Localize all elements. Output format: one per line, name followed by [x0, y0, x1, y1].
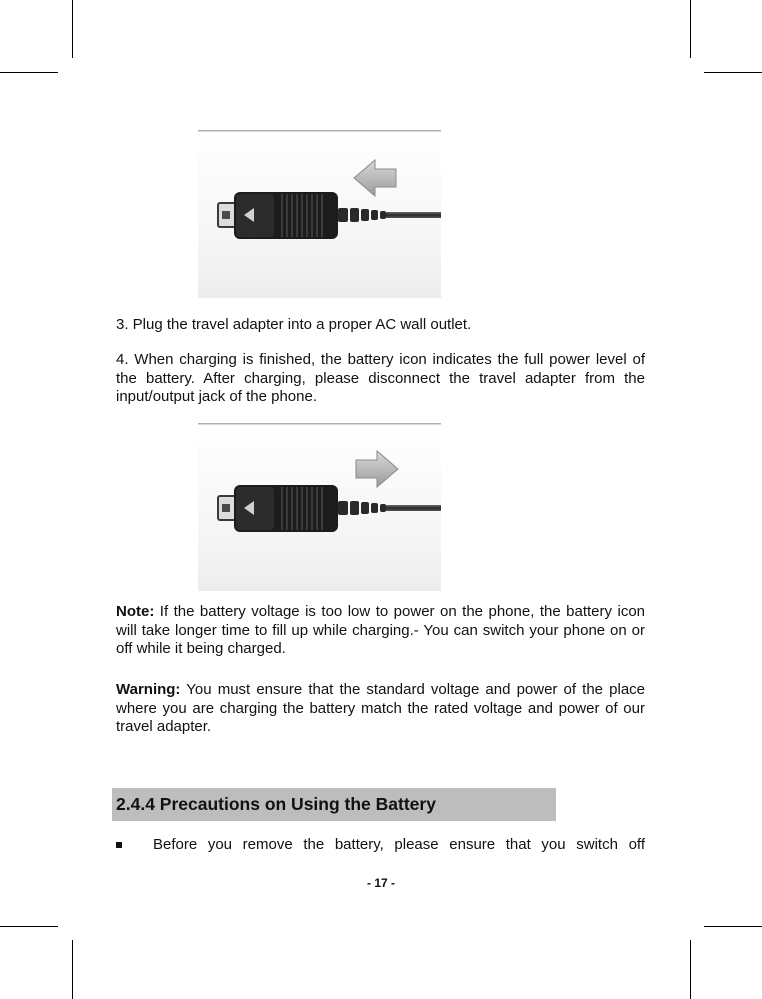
note-text: If the battery voltage is too low to power on the phone, the battery icon will take longer time to fill up while charging.- You can switch your phone on or off while it being charged. — [116, 603, 645, 657]
crop-mark-bottom-left-horizontal — [0, 926, 58, 927]
crop-mark-top-left-vertical — [72, 0, 73, 58]
section-heading: 2.4.4 Precautions on Using the Battery — [112, 788, 556, 821]
warning-label: Warning: — [116, 681, 181, 698]
bullet-text: Before you remove the battery, please ensure that you switch off — [153, 836, 645, 853]
crop-mark-top-left-horizontal — [0, 72, 58, 73]
warning-text: You must ensure that the standard voltage and power of the place where you are charging the battery match the rated voltage and power of our travel adapter. — [116, 681, 645, 735]
crop-mark-bottom-right-horizontal — [704, 926, 762, 927]
warning-paragraph — [116, 681, 645, 737]
plug-remove-image — [198, 423, 441, 591]
step-3-text: 3. Plug the travel adapter into a proper AC wall outlet. — [116, 316, 472, 333]
crop-mark-top-right-horizontal — [704, 72, 762, 73]
note-paragraph — [116, 603, 645, 659]
crop-mark-bottom-right-vertical — [690, 940, 691, 999]
bullet-square-icon — [116, 842, 122, 848]
crop-mark-bottom-left-vertical — [72, 940, 73, 999]
step-4-text: 4. When charging is finished, the battery icon indicates the full power level of the battery. After charging, please disconnect the travel adapter from the input/output jack of the phone. — [116, 351, 645, 405]
plug-insert-image — [198, 130, 441, 298]
crop-mark-top-right-vertical — [690, 0, 691, 58]
note-label: Note: — [116, 603, 155, 620]
bullet-item — [116, 836, 645, 856]
page-number: - 17 - — [366, 876, 395, 890]
